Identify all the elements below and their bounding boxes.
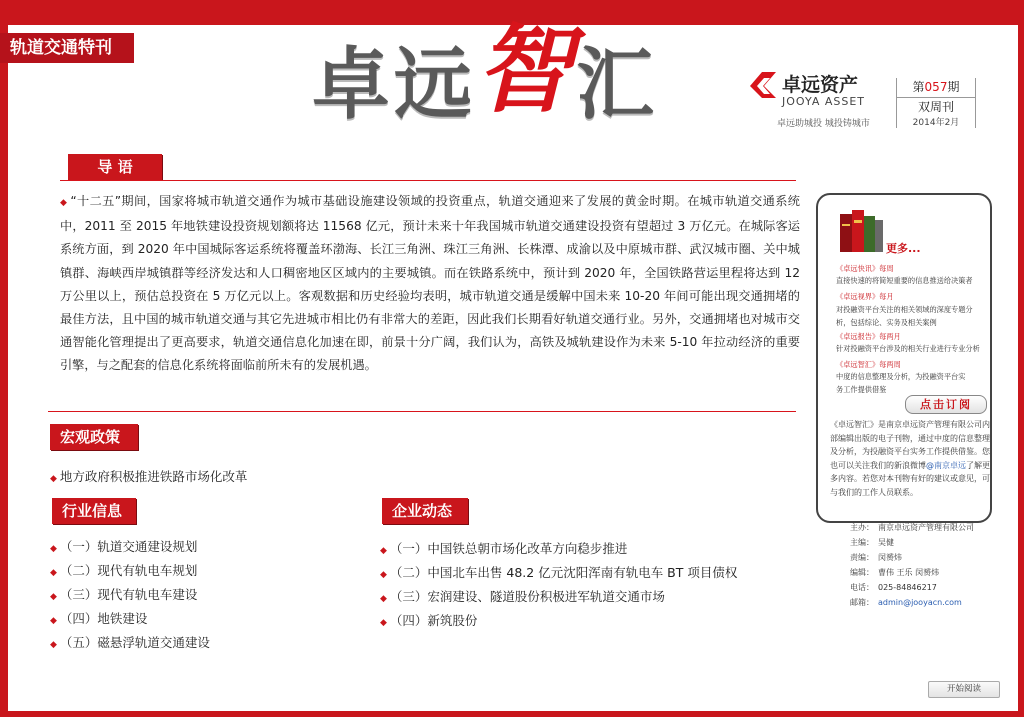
bullet-diamond-icon: ◆ xyxy=(60,198,68,208)
sidebar-description: 《卓远智汇》是南京卓远资产管理有限公司内部编辑出版的电子刊物，通过中度的信息整理及分析，为投融资平台实务工作提供借鉴。您也可以关注我们的新浪微博@南京卓远了解更多内容。若您对本刊物有好的建议或意见，可与我们的工作人员联系。 xyxy=(830,420,990,497)
bullet-diamond-icon: ◆ xyxy=(380,546,387,556)
books-icon xyxy=(838,206,884,254)
product-desc: 中度的信息整理及分析，为投融资平台实 xyxy=(836,372,966,381)
credit-line: 邮箱： admin@jooyacn.com xyxy=(850,598,962,607)
more-link[interactable]: 更多... xyxy=(886,242,921,255)
start-reading-button[interactable]: 开始阅读 xyxy=(928,681,1000,698)
brand-slogan: 卓远助城投 城投铸城市 xyxy=(777,119,870,129)
company-news-heading: 企业动态 xyxy=(382,498,468,524)
intro-divider xyxy=(60,180,796,181)
credit-line: 责编： 闵赟炜 xyxy=(850,553,902,562)
special-issue-tag: 轨道交通特刊 xyxy=(0,33,134,63)
brand-name-english: JOOYA ASSET xyxy=(782,95,866,108)
industry-item[interactable]: ◆ （二）现代有轨电车规划 xyxy=(50,563,198,578)
industry-item[interactable]: ◆ （四）地铁建设 xyxy=(50,611,148,626)
intro-bottom-divider xyxy=(48,411,796,412)
masthead-title xyxy=(312,13,659,130)
credit-line: 编辑： 曹伟 王乐 闵赟炜 xyxy=(850,568,940,577)
company-item[interactable]: ◆ （二）中国北车出售 48.2 亿元沈阳浑南有轨电车 BT 项目债权 xyxy=(380,565,738,580)
macro-policy-heading: 宏观政策 xyxy=(50,424,138,450)
product-desc: 直接快速的将简短重要的信息推送给决策者 xyxy=(836,276,973,285)
bullet-diamond-icon: ◆ xyxy=(50,544,57,554)
bullet-diamond-icon: ◆ xyxy=(380,570,387,580)
right-red-border xyxy=(1018,0,1024,717)
weibo-link[interactable]: @南京卓远 xyxy=(926,460,966,470)
intro-paragraph: ◆ “十二五”期间，国家将城市轨道交通作为城市基础设施建设领域的投资重点，轨道交通迎来了发展的黄金时期。在城市轨道交通系统中，2011 至 2015 年地铁建设投资规划额将达 11568 亿元，预计未来十年我国城市轨道交通建设投资有望超过 3 万亿元。在城际客运系统方面，到 2020 年中国城际客运系统将覆盖环渤海、长江三角洲、珠江三角洲、长株潭、成渝以及中原城市群、武汉城市圈、关中城镇群、海峡西岸城镇群等经济发达和人口稠密地区区域内的主要城镇。而在铁路系统中，预计到 2020 年，全国铁路营运里程将达到 12 万公里以上，预估总投资在 5 万亿元以上。客观数据和历史经验均表明，城市轨道交通是缓解中国未来 10-20 年间可能出现交通拥堵的最佳方法，且中国的城市轨道交通与其它先进城市相比仍有非常大的差距，因此我们长期看好轨道交通行业。另外，交通拥堵也对城市交通智能化管理提出了更高要求，轨道交通信息化加速在即，前景十分广阔，我们认为，高铁及城轨建设作为未来 5-10 年拉动经济的重要引擎，与之配套的信息化系统将面临前所未有的发展机遇。 xyxy=(60,194,800,373)
credit-line: 电话： 025-84846217 xyxy=(850,583,937,592)
bullet-diamond-icon: ◆ xyxy=(50,474,57,484)
company-item[interactable]: ◆ （三）宏润建设、隧道股份积极进军轨道交通市场 xyxy=(380,589,665,604)
credit-line: 主办： 南京卓远资产管理有限公司 xyxy=(850,523,974,532)
product-title[interactable]: 《卓远智汇》每两周 xyxy=(836,360,901,369)
issue-frequency: 双周刊 xyxy=(917,100,954,114)
product-title[interactable]: 《卓远快讯》每周 xyxy=(836,264,894,273)
bullet-diamond-icon: ◆ xyxy=(380,594,387,604)
product-desc: 针对投融资平台涉及的相关行业进行专业分析 xyxy=(836,344,980,353)
product-title[interactable]: 《卓远视界》每月 xyxy=(836,292,894,301)
subscribe-button[interactable]: 点击订阅 xyxy=(905,395,987,414)
company-item[interactable]: ◆ （四）新筑股份 xyxy=(380,613,478,628)
product-desc: 析，包括综论、实务及相关案例 xyxy=(836,318,937,327)
industry-info-heading: 行业信息 xyxy=(52,498,136,524)
intro-heading: 导 语 xyxy=(68,154,162,180)
issue-info xyxy=(896,78,976,128)
issue-number: 第057期 xyxy=(897,78,975,98)
left-red-border xyxy=(0,0,8,717)
bullet-diamond-icon: ◆ xyxy=(50,568,57,578)
masthead-part1: 卓远 xyxy=(312,40,477,130)
email-link[interactable]: admin@jooyacn.com xyxy=(878,598,962,607)
masthead-part2: 智 xyxy=(476,13,577,126)
company-item[interactable]: ◆ （一）中国铁总朝市场化改革方向稳步推进 xyxy=(380,541,628,556)
bullet-diamond-icon: ◆ xyxy=(50,592,57,602)
brand-name: 卓远资产 xyxy=(782,74,859,96)
product-desc: 对投融资平台关注的相关领域的深度专题分 xyxy=(836,305,973,314)
industry-item[interactable]: ◆ （五）磁悬浮轨道交通建设 xyxy=(50,635,210,650)
credit-line: 主编： 吴健 xyxy=(850,538,894,547)
industry-item[interactable]: ◆ （三）现代有轨电车建设 xyxy=(50,587,198,602)
masthead-part3: 汇 xyxy=(576,40,659,130)
bullet-diamond-icon: ◆ xyxy=(50,616,57,626)
bullet-diamond-icon: ◆ xyxy=(380,618,387,628)
bullet-diamond-icon: ◆ xyxy=(50,640,57,650)
macro-item[interactable]: ◆ 地方政府积极推进铁路市场化改革 xyxy=(50,469,248,484)
bottom-red-border xyxy=(0,711,1024,717)
product-title[interactable]: 《卓远报告》每两月 xyxy=(836,332,901,341)
issue-date: 2014年2月 xyxy=(912,118,960,128)
product-desc: 务工作提供借鉴 xyxy=(836,385,887,394)
jooya-logo-icon xyxy=(748,70,778,100)
industry-item[interactable]: ◆ （一）轨道交通建设规划 xyxy=(50,539,198,554)
